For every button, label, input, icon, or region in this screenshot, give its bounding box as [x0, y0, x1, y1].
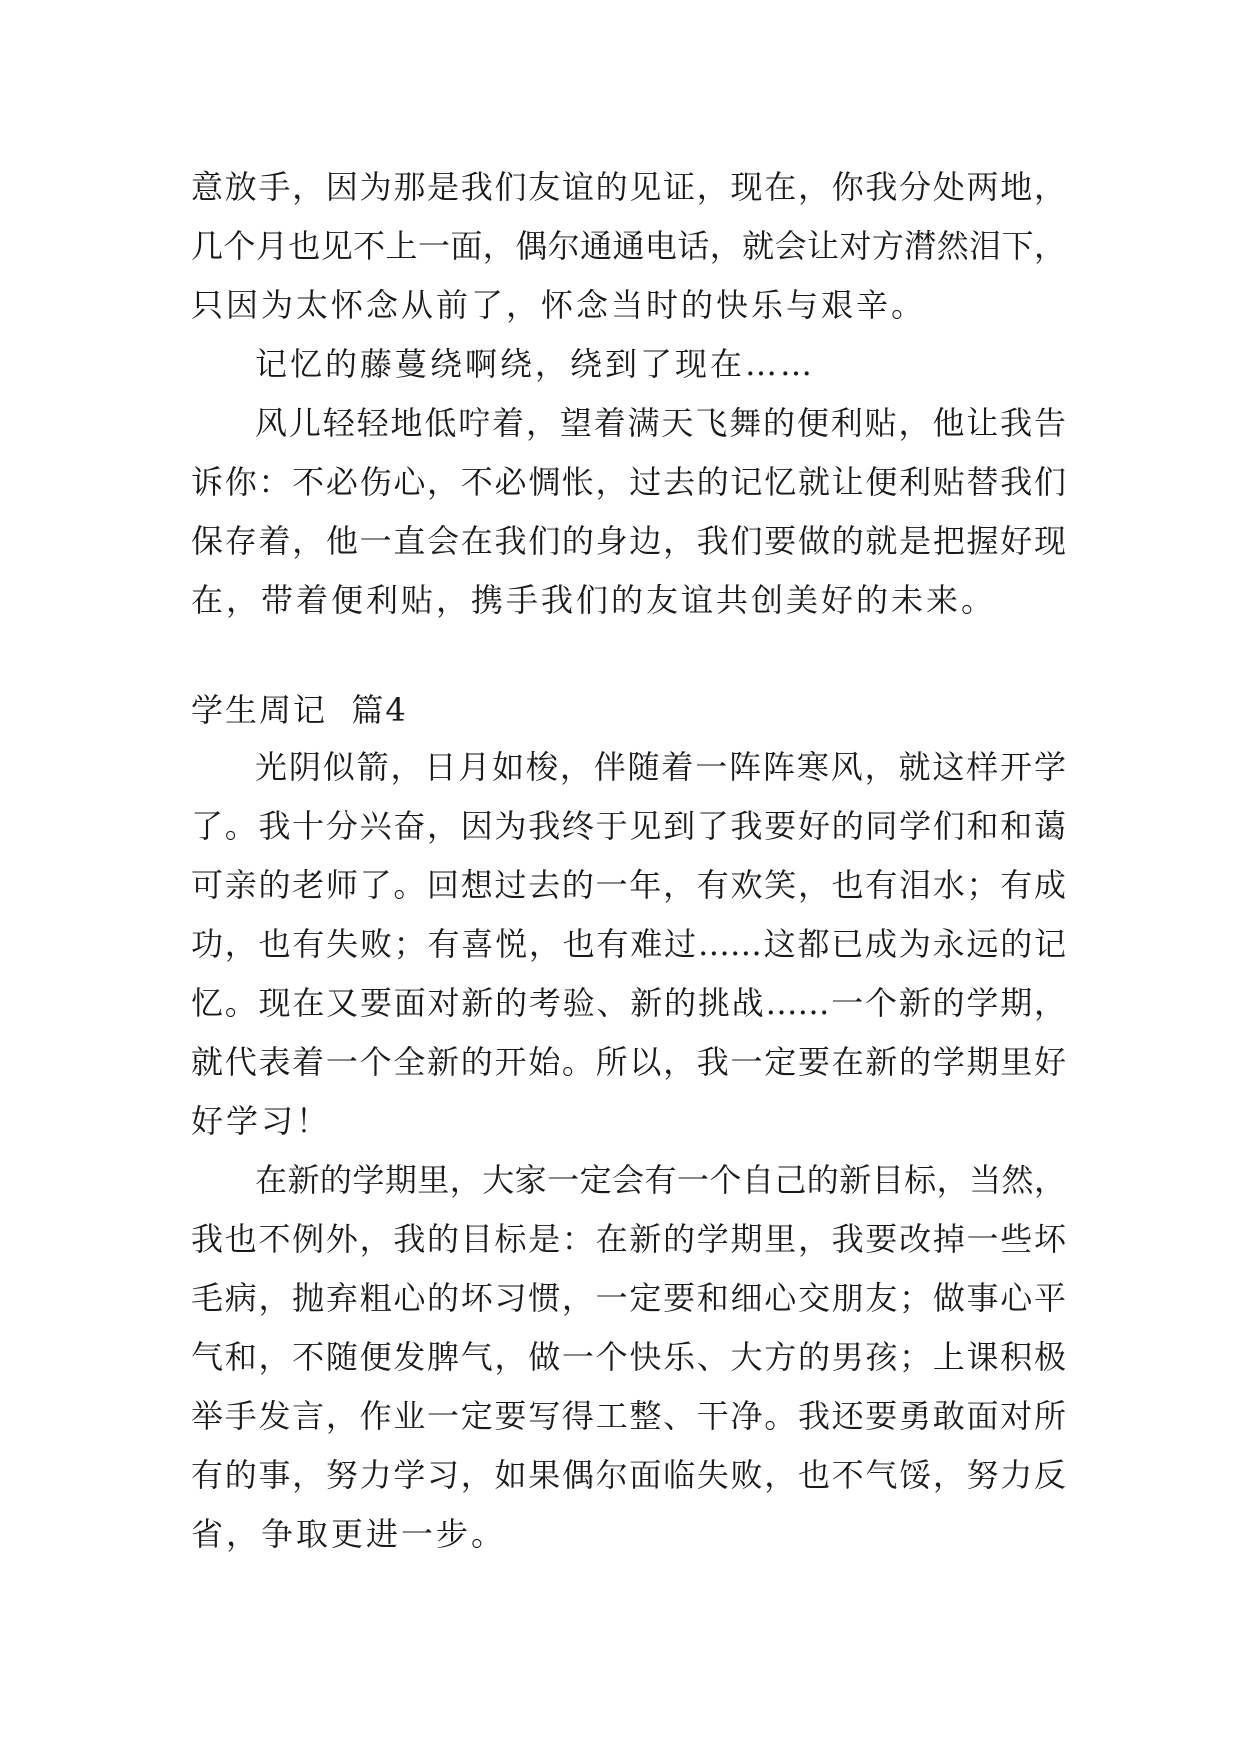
- paragraph-line: 有的事，努力学习，如果偶尔面临失败，也不气馁，努力反: [191, 1456, 1066, 1494]
- paragraph-line: 好学习！: [191, 1102, 332, 1140]
- paragraph-line: 在新的学期里，大家一定会有一个自己的新目标，当然，: [255, 1161, 1066, 1199]
- paragraph-line: 功，也有失败；有喜悦，也有难过……这都已成为永远的记: [191, 925, 1066, 963]
- section-title: 学生周记 篇4: [191, 691, 408, 729]
- paragraph-line: 省，争取更进一步。: [191, 1515, 507, 1553]
- paragraph-line: 在，带着便利贴，携手我们的友谊共创美好的未来。: [191, 581, 997, 619]
- paragraph-line: 气和，不随便发脾气，做一个快乐、大方的男孩；上课积极: [191, 1338, 1066, 1376]
- paragraph-line: 诉你：不必伤心，不必惆怅，过去的记忆就让便利贴替我们: [191, 463, 1066, 501]
- paragraph-line: 举手发言，作业一定要写得工整、干净。我还要勇敢面对所: [191, 1397, 1066, 1435]
- paragraph-line: 风儿轻轻地低咛着，望着满天飞舞的便利贴，他让我告: [255, 404, 1066, 442]
- paragraph-line: 忆。现在又要面对新的考验、新的挑战……一个新的学期，: [191, 984, 1066, 1022]
- paragraph-line: 了。我十分兴奋，因为我终于见到了我要好的同学们和和蔼: [191, 807, 1066, 845]
- paragraph-line: 光阴似箭，日月如梭，伴随着一阵阵寒风，就这样开学: [255, 748, 1066, 786]
- paragraph-line: 只因为太怀念从前了，怀念当时的快乐与艰辛。: [191, 286, 927, 324]
- paragraph-line: 可亲的老师了。回想过去的一年，有欢笑，也有泪水；有成: [191, 866, 1066, 904]
- paragraph-line: 保存着，他一直会在我们的身边，我们要做的就是把握好现: [191, 522, 1066, 560]
- paragraph-line: 就代表着一个全新的开始。所以，我一定要在新的学期里好: [191, 1043, 1066, 1081]
- paragraph-line: 意放手，因为那是我们友谊的见证，现在，你我分处两地，: [191, 168, 1066, 206]
- paragraph-line: 几个月也见不上一面，偶尔通通电话，就会让对方潸然泪下，: [191, 227, 1066, 265]
- paragraph-line: 记忆的藤蔓绕啊绕，绕到了现在……: [255, 345, 816, 383]
- paragraph-line: 我也不例外，我的目标是：在新的学期里，我要改掉一些坏: [191, 1220, 1066, 1258]
- paragraph-line: 毛病，抛弃粗心的坏习惯，一定要和细心交朋友；做事心平: [191, 1279, 1066, 1317]
